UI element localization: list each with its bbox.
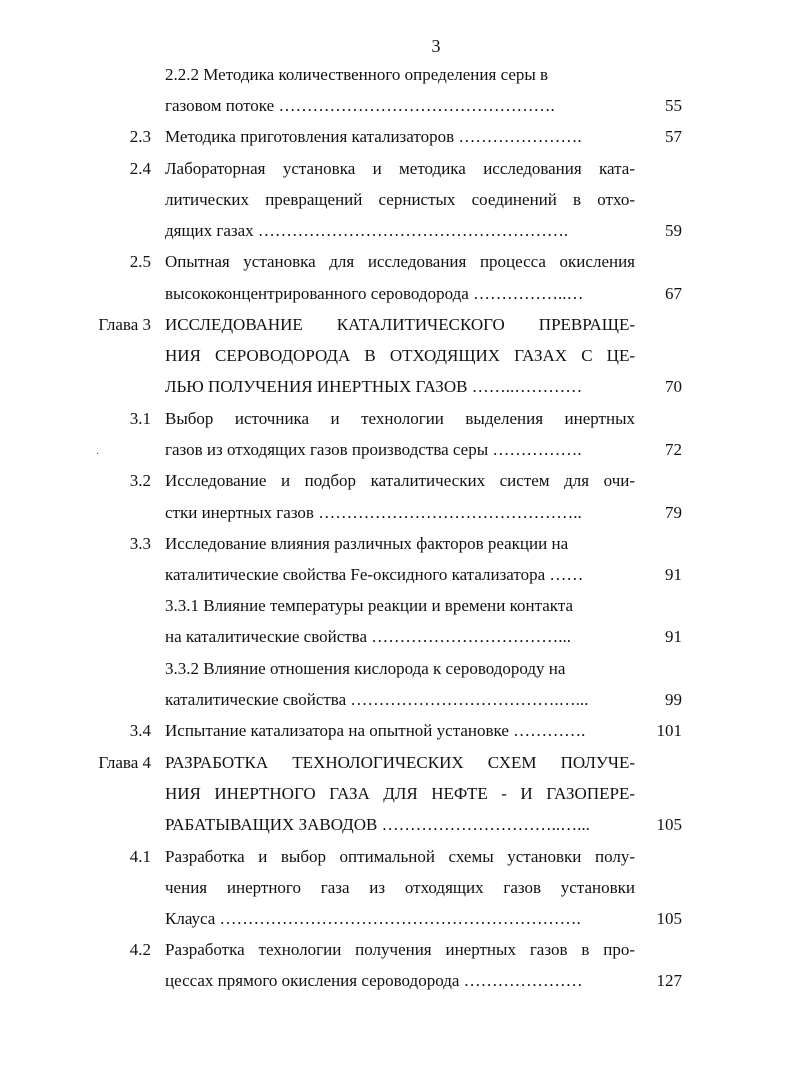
toc-number: 4.1 xyxy=(129,847,151,866)
toc-line: литических превращений сернистых соединений в отхо- xyxy=(165,190,635,209)
toc-page: 105 xyxy=(656,909,682,928)
toc-line: на каталитические свойства ……………………………... xyxy=(165,627,572,646)
toc-line: газовом потоке …………………………………………. xyxy=(165,96,555,115)
toc-line: каталитические свойства ……………………………….…... xyxy=(165,690,589,709)
toc-line: ЛЬЮ ПОЛУЧЕНИЯ ИНЕРТНЫХ ГАЗОВ ……..………… xyxy=(165,377,583,396)
toc-line: 2.2.2 Методика количественного определения серы в xyxy=(165,65,549,84)
toc-line: дящих газах ………………………………………………. xyxy=(165,221,569,240)
toc-line: Выбор источника и технологии выделения инертных xyxy=(165,409,635,428)
toc-line: 3.3.2 Влияние отношения кислорода к сероводороду на xyxy=(165,659,566,678)
toc-page: 55 xyxy=(665,96,682,115)
toc-number: 3.1 xyxy=(129,409,151,428)
toc-line: Методика приготовления катализаторов …………………. xyxy=(165,127,582,146)
toc-number: 3.3 xyxy=(129,534,151,553)
toc-line: каталитические свойства Fe-оксидного катализатора …… xyxy=(165,565,584,584)
toc-line: Испытание катализатора на опытной установке …………. xyxy=(165,721,586,740)
page-number: 3 xyxy=(431,36,441,56)
toc-line: Разработка и выбор оптимальной схемы установки полу- xyxy=(165,847,635,866)
toc-number: 2.4 xyxy=(129,159,151,178)
toc-number: 3.4 xyxy=(129,721,151,740)
toc-number: Глава 3 xyxy=(98,315,151,334)
toc-page: 91 xyxy=(665,627,682,646)
toc-number: 2.5 xyxy=(129,252,151,271)
toc-line: РАЗРАБОТКА ТЕХНОЛОГИЧЕСКИХ СХЕМ ПОЛУЧЕ- xyxy=(165,753,635,772)
toc-line: НИЯ СЕРОВОДОРОДА В ОТХОДЯЩИХ ГАЗАХ С ЦЕ- xyxy=(165,346,635,365)
scan-speck: · xyxy=(96,449,100,460)
toc-line: РАБАТЫВАЩИХ ЗАВОДОВ …………………………..…... xyxy=(165,815,590,834)
toc-page: 59 xyxy=(665,221,682,240)
toc-line: высококонцентрированного сероводорода ……………..… xyxy=(165,284,584,303)
toc-line: Исследование влияния различных факторов реакции на xyxy=(165,534,569,553)
toc-page: 91 xyxy=(665,565,682,584)
toc-line: Разработка технологии получения инертных газов в про- xyxy=(165,940,635,959)
toc-line: Исследование и подбор каталитических систем для очи- xyxy=(165,471,635,490)
toc-line: Лабораторная установка и методика исследования ката- xyxy=(165,159,635,178)
toc-number: 2.3 xyxy=(129,127,151,146)
toc-line: газов из отходящих газов производства серы ……………. xyxy=(165,440,582,459)
toc-page: 79 xyxy=(665,503,682,522)
toc-page: 72 xyxy=(665,440,682,459)
toc-page: 57 xyxy=(665,127,682,146)
toc-number: 4.2 xyxy=(129,940,151,959)
toc-line: Клауса ………………………………………………………. xyxy=(165,909,581,928)
toc-page: 70 xyxy=(665,377,682,396)
toc-page: 127 xyxy=(656,971,682,990)
toc-page: 105 xyxy=(656,815,682,834)
toc-line: 3.3.1 Влияние температуры реакции и времени контакта xyxy=(165,596,573,615)
toc-page: 99 xyxy=(665,690,682,709)
toc-page: 67 xyxy=(665,284,682,303)
toc-number: 3.2 xyxy=(129,471,151,490)
toc-line: чения инертного газа из отходящих газов установки xyxy=(165,878,635,897)
toc-number: Глава 4 xyxy=(98,753,151,772)
toc-page: 101 xyxy=(656,721,682,740)
toc-line: стки инертных газов ……………………………………….. xyxy=(165,503,582,522)
toc-line: Опытная установка для исследования процесса окисления xyxy=(165,252,635,271)
toc-line: НИЯ ИНЕРТНОГО ГАЗА ДЛЯ НЕФТЕ - И ГАЗОПЕРЕ- xyxy=(165,784,635,803)
toc-line: ИССЛЕДОВАНИЕ КАТАЛИТИЧЕСКОГО ПРЕВРАЩЕ- xyxy=(165,315,635,334)
toc-line: цессах прямого окисления сероводорода ………………… xyxy=(165,971,583,990)
